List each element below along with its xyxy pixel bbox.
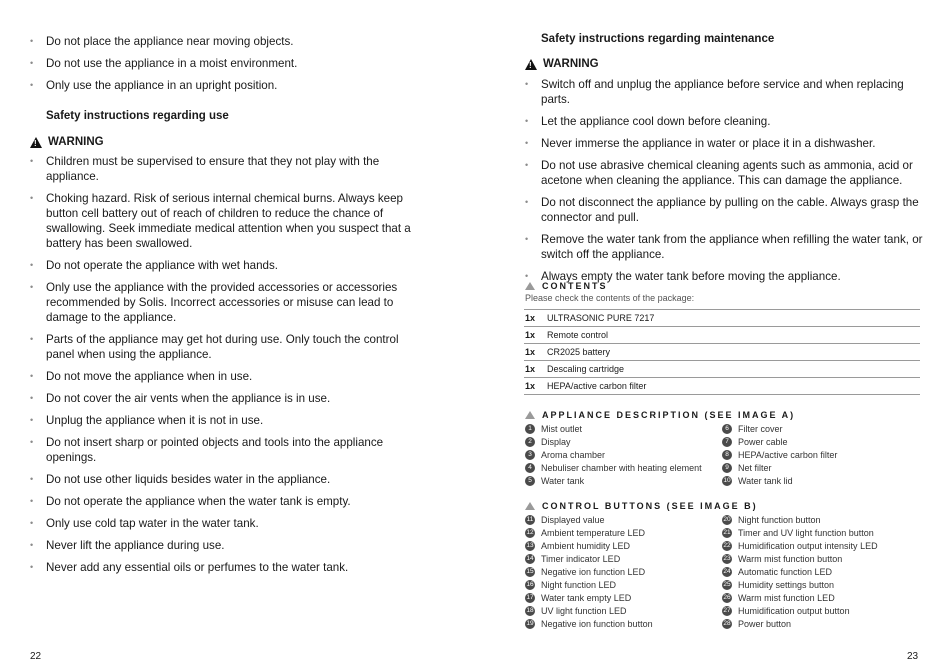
list-item: • Do not move the appliance when in use.: [30, 369, 430, 384]
list-item: • Only use the appliance in an upright position.: [30, 78, 430, 93]
table-row: 1x ULTRASONIC PURE 7217: [524, 310, 920, 327]
list-item: • Remove the water tank from the appliance when refilling the water tank, or switch off the appliance.: [525, 232, 925, 262]
list-item: 23 Warm mist function button: [723, 553, 843, 564]
table-row: 1x CR2025 battery: [524, 344, 920, 361]
list-item: • Switch off and unplug the appliance before service and when replacing parts.: [525, 77, 925, 107]
list-item: 19 Negative ion function button: [526, 618, 653, 629]
list-item: • Do not operate the appliance with wet hands.: [30, 258, 430, 273]
list-item: 17 Water tank empty LED: [526, 592, 632, 603]
table-row: 1x HEPA/active carbon filter: [524, 378, 920, 395]
list-item: 8 HEPA/active carbon filter: [722, 448, 837, 461]
list-item: 16 Night function LED: [526, 579, 617, 590]
list-item: • Do not disconnect the appliance by pulling on the cable. Always grasp the connector and pull.: [525, 195, 925, 225]
list-item: 2 Display: [525, 435, 702, 448]
contents-subtitle: Please check the contents of the package:: [525, 293, 695, 303]
list-item: • Do not operate the appliance when the water tank is empty.: [30, 494, 430, 509]
use-warning-list: [30, 154, 430, 575]
table-row: 1x Descaling cartridge: [524, 361, 920, 378]
list-item: 15 Negative ion function LED: [526, 566, 646, 577]
list-item: 25 Humidity settings button: [723, 579, 835, 590]
warning-label: ! WARNING: [525, 58, 599, 70]
list-item: • Only use the appliance with the provided accessories or accessories recommended by Solis. Incorrect accessories or misuse can lead to damage to the appliance.: [30, 280, 430, 325]
list-item: 14 Timer indicator LED: [526, 553, 621, 564]
list-item: 3 Aroma chamber: [525, 448, 702, 461]
list-item: • Do not cover the air vents when the appliance is in use.: [30, 391, 430, 406]
warning-icon: !: [525, 59, 537, 70]
list-item: • Only use cold tap water in the water tank.: [30, 516, 430, 531]
list-item: • Do not use abrasive chemical cleaning agents such as ammonia, acid or acetone when cleaning the appliance. This can damage the appliance.: [525, 158, 925, 188]
list-item: 26 Warm mist function LED: [723, 592, 835, 603]
list-item: • Do not insert sharp or pointed objects and tools into the appliance openings.: [30, 435, 430, 465]
list-item: • Do not use other liquids besides water in the appliance.: [30, 472, 430, 487]
page-number-left: 22: [30, 651, 42, 662]
list-item: • Never add any essential oils or perfumes to the water tank.: [30, 560, 430, 575]
list-item: 21 Timer and UV light function button: [723, 527, 874, 538]
contents-table: [524, 309, 920, 395]
list-item: 11 Displayed value: [526, 514, 605, 525]
list-item: 27 Humidification output button: [723, 605, 850, 616]
list-item: 12 Ambient temperature LED: [526, 527, 646, 538]
list-item: 9 Net filter: [722, 461, 837, 474]
list-item: • Never lift the appliance during use.: [30, 538, 430, 553]
list-item: 18 UV light function LED: [526, 605, 627, 616]
list-item: 5 Water tank: [525, 474, 702, 487]
maintenance-warning-list: [525, 77, 925, 284]
left-page: [30, 34, 430, 574]
list-item: • Never immerse the appliance in water or place it in a dishwasher.: [525, 136, 925, 151]
page-number-right: 23: [907, 651, 919, 662]
list-item: 7 Power cable: [722, 435, 837, 448]
list-item: 1 Mist outlet: [525, 422, 702, 435]
list-item: 13 Ambient humidity LED: [526, 540, 631, 551]
list-item: • Choking hazard. Risk of serious internal chemical burns. Always keep button cell battery out of reach of children to reduce the chance of swallowing. Seek immediate medical attention when you suspect that a battery has been swallowed.: [30, 191, 430, 251]
list-item: • Unplug the appliance when it is not in use.: [30, 413, 430, 428]
section-triangle-icon: [525, 282, 535, 290]
list-item: 6 Filter cover: [722, 422, 837, 435]
warning-icon: !: [30, 137, 42, 148]
left-top-bullets: [30, 34, 430, 93]
list-item: • Parts of the appliance may get hot during use. Only touch the control panel when using the appliance.: [30, 332, 430, 362]
section-triangle-icon: [525, 411, 535, 419]
contents-heading: CONTENTS: [525, 281, 608, 291]
list-item: 24 Automatic function LED: [723, 566, 833, 577]
list-item: • Let the appliance cool down before cleaning.: [525, 114, 925, 129]
section-triangle-icon: [525, 502, 535, 510]
appliance-parts-left: [525, 422, 702, 487]
list-item: • Do not place the appliance near moving objects.: [30, 34, 430, 49]
control-buttons-left: [525, 513, 653, 630]
list-item: 28 Power button: [723, 618, 792, 629]
list-item: 10 Water tank lid: [723, 475, 793, 486]
section-heading-use: Safety instructions regarding use: [46, 110, 229, 122]
section-heading-maintenance: Safety instructions regarding maintenance: [541, 33, 775, 45]
appliance-parts-right: [722, 422, 837, 487]
list-item: 20 Night function button: [723, 514, 821, 525]
list-item: 4 Nebuliser chamber with heating element: [525, 461, 702, 474]
list-item: • Children must be supervised to ensure that they not play with the appliance.: [30, 154, 430, 184]
control-buttons-heading: CONTROL BUTTONS (SEE IMAGE B): [525, 501, 758, 511]
warning-label: ! WARNING: [30, 136, 104, 148]
list-item: • Do not use the appliance in a moist environment.: [30, 56, 430, 71]
table-row: 1x Remote control: [524, 327, 920, 344]
control-buttons-right: [722, 513, 878, 630]
list-item: • Always empty the water tank before moving the appliance.: [525, 269, 925, 284]
appliance-description-heading: APPLIANCE DESCRIPTION (SEE IMAGE A): [525, 410, 795, 420]
list-item: 22 Humidification output intensity LED: [723, 540, 878, 551]
